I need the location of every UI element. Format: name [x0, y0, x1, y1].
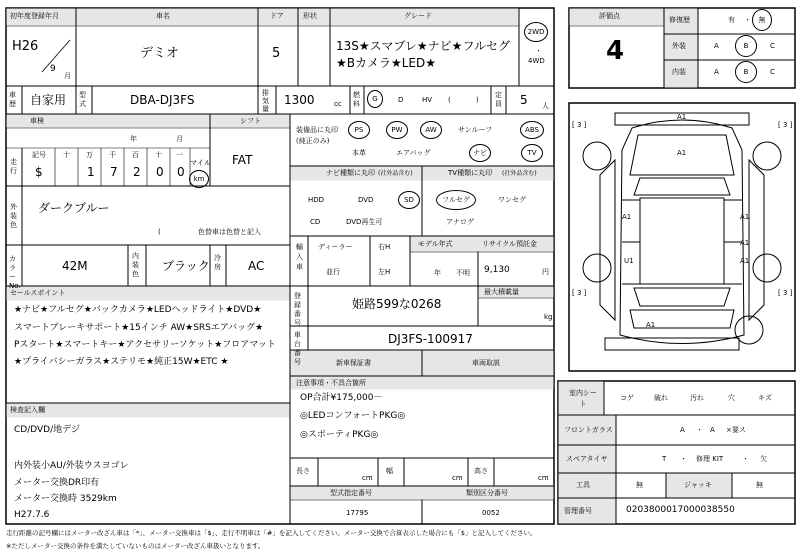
- sales-point-line: スマートブレーキサポート★15インチ AW★SRSエアバッグ★: [14, 323, 264, 333]
- score-value: 4: [606, 36, 625, 66]
- inspection-year: 年: [130, 135, 137, 143]
- footer-note: ※ただしメーター交換の条件を満たしていないものはメーター改ざん車扱いとなります。: [6, 542, 265, 550]
- fuel-hybrid: HV: [422, 96, 433, 104]
- mileage-digit: 7: [110, 165, 118, 179]
- damage-label: A1: [740, 239, 750, 247]
- nav-section-label: ナビ種類に丸印: [326, 169, 375, 177]
- windshield-option: ・: [696, 426, 703, 434]
- tools-value: 無: [636, 481, 643, 489]
- interior-grade-label: 内装: [672, 68, 686, 76]
- usage-label: 車歴: [9, 91, 16, 108]
- spare-tire-label: スペアタイヤ: [566, 455, 608, 463]
- width-cm: cm: [452, 474, 463, 482]
- repair-history-label: 修復歴: [669, 16, 690, 24]
- import-parallel: 並行: [326, 268, 340, 276]
- mile-label: マイル: [190, 159, 211, 167]
- footer-note: 走行距離の記号欄にはメーター改ざん車は「*」、メーター交換車は「$」、走行不明車は「#」を記入してください。メーター交換で合算表示した場合にも「$」と記入してください。: [6, 529, 537, 537]
- displacement-value: 1300: [284, 93, 315, 107]
- shape-label: 形状: [303, 12, 317, 20]
- reg-era: H26: [12, 39, 39, 54]
- equipment-note: (純正のみ): [296, 137, 330, 145]
- warranty-label: 新車保証書: [336, 359, 371, 367]
- width-label: 幅: [386, 467, 393, 475]
- notes-line: ◎スポーティPKG◎: [300, 430, 379, 440]
- import-dealer: ディーラー: [318, 243, 353, 251]
- height-label: 高さ: [474, 467, 488, 475]
- seat-option: 穴: [728, 394, 735, 402]
- mileage-head-sign: 記号: [32, 151, 46, 159]
- inspector-notes-label: 検査記入欄: [10, 406, 45, 414]
- shift-value: FAT: [232, 153, 253, 167]
- windshield-option: A: [710, 426, 715, 434]
- equipment-sunroof: サンルーフ: [458, 126, 493, 134]
- aircon-value: AC: [248, 259, 265, 273]
- mileage-digit: 0: [156, 165, 164, 179]
- seat-option: コゲ: [620, 394, 634, 402]
- notes-line: ◎LEDコンフォートPKG◎: [300, 411, 406, 421]
- color-no-label: カラーNo.: [9, 255, 21, 290]
- sales-point-line: ★プライバシーガラス★ステリモ★純正15W★ETC ★: [14, 357, 229, 367]
- interior-seat-label: 室内シート: [569, 389, 597, 408]
- control-number-label: 管理番号: [564, 507, 592, 515]
- spare-option: 修理 KIT: [696, 455, 724, 463]
- model-year-unit: 年: [434, 269, 441, 277]
- score-label: 評価点: [599, 12, 620, 20]
- damage-label: U1: [624, 257, 634, 265]
- first-reg-label: 初年度登録年月: [10, 12, 59, 20]
- grade-value: 13S★スマブレ★ナビ★フルセグ★Bカメラ★LED★: [336, 39, 510, 70]
- left-hand: 左H: [378, 268, 391, 276]
- registration-value: 姫路599な0268: [352, 297, 442, 311]
- import-label: 輸入車: [296, 243, 303, 271]
- inspector-line: H27.7.6: [14, 510, 50, 520]
- nav-cd: CD: [310, 218, 321, 226]
- recycle-yen: 円: [542, 268, 549, 276]
- inspector-line: CD/DVD/地デジ: [14, 425, 80, 435]
- windshield-label: フロントガラス: [564, 426, 613, 434]
- notes-line: OP合計¥175,000－: [300, 393, 383, 403]
- tv-section-label: TV種類に丸印: [448, 169, 493, 177]
- nav-sd-circled: SD: [398, 191, 420, 209]
- fuel-other-close: ): [476, 96, 479, 104]
- control-number-value: 0203800017000038550: [626, 505, 735, 515]
- model-year-value: 不明: [456, 269, 470, 277]
- recycle-label: リサイクル預託金: [482, 240, 538, 248]
- mileage-head-1k: 千: [109, 151, 116, 159]
- windshield-option: ×要ス: [726, 426, 746, 434]
- equipment-leather: 本革: [352, 149, 366, 157]
- notes-title: 注意事項・不具合箇所: [296, 379, 366, 387]
- corner-note: [ 3 ]: [778, 121, 793, 129]
- height-cm: cm: [538, 474, 549, 482]
- drive-4wd: 4WD: [528, 57, 545, 65]
- damage-label: A1: [646, 321, 656, 329]
- aircon-label: 冷房: [214, 254, 221, 271]
- type-designation-value: 17795: [346, 509, 369, 517]
- chassis-value: DJ3FS-100917: [388, 332, 473, 346]
- nav-dvd: DVD: [358, 196, 374, 204]
- spare-option: T: [662, 455, 667, 463]
- exterior-grade-c: C: [770, 42, 775, 50]
- corner-note: [ 3 ]: [572, 289, 587, 297]
- mileage-unit-km-circled: km: [189, 170, 209, 188]
- exterior-color-value: ダークブルー: [38, 201, 110, 215]
- seat-option: 破れ: [654, 394, 668, 402]
- seat-option: キズ: [758, 394, 772, 402]
- equipment-aw-circled: AW: [420, 121, 442, 139]
- manual-label: 車両取説: [472, 359, 500, 367]
- inspector-line: メーター交換DR印有: [14, 478, 100, 488]
- registration-label: 登録番号: [294, 292, 301, 327]
- fuel-gasoline-circled: G: [367, 90, 383, 108]
- mileage-sign: $: [35, 165, 43, 179]
- fuel-label: 燃料: [353, 91, 360, 108]
- sales-point-line: ★ナビ★フルセグ★バックカメラ★LEDヘッドライト★DVD★: [14, 305, 262, 315]
- inspection-label: 車検: [30, 117, 44, 125]
- color-change-note: 色替車は色替と記入: [198, 228, 261, 236]
- interior-color-value: ブラック: [162, 259, 210, 273]
- damage-label: A1: [677, 113, 687, 121]
- jack-label: ジャッキ: [684, 481, 712, 489]
- tools-label: 工具: [576, 481, 590, 489]
- fuel-diesel: D: [398, 96, 404, 104]
- drive-dot: ・: [535, 47, 542, 55]
- repair-yes: 有: [728, 16, 735, 24]
- length-cm: cm: [362, 474, 373, 482]
- max-load-kg: kg: [544, 313, 553, 321]
- sales-point-line: Pスタート★スマートキー★アクセサリーソケット★フロアマット: [14, 340, 276, 350]
- max-load-label: 最大積載量: [484, 288, 519, 296]
- mileage-digit: 2: [133, 165, 141, 179]
- mileage-head-ten: 十: [155, 151, 162, 159]
- nav-section-note: (社外品含む): [378, 170, 413, 177]
- usage-value: 自家用: [30, 93, 67, 107]
- spare-option: ・: [742, 455, 749, 463]
- equipment-label: 装備品に丸印: [296, 126, 338, 134]
- type-designation-label: 型式指定番号: [330, 489, 372, 497]
- displacement-label: 排気量: [262, 89, 269, 113]
- model-name-value: デミオ: [140, 46, 180, 61]
- interior-grade-b-circled: B: [735, 61, 757, 83]
- damage-label: A1: [740, 213, 750, 221]
- nav-hdd: HDD: [308, 196, 325, 204]
- inspector-line: 内外装小AU/外装ウスヨゴレ: [14, 461, 129, 471]
- interior-color-label: 内装色: [132, 252, 139, 278]
- right-hand: 右H: [378, 243, 391, 251]
- chassis-label: 車台番号: [294, 331, 301, 366]
- mileage-head-1: 一: [176, 151, 183, 159]
- exterior-grade-label: 外装: [672, 42, 686, 50]
- grade-label: グレード: [404, 12, 432, 20]
- damage-label: A1: [622, 213, 632, 221]
- tv-section-note: (社外品含む): [502, 170, 537, 177]
- inspection-month: 月: [176, 135, 183, 143]
- mileage-digit: 1: [87, 165, 95, 179]
- repair-dot: ・: [744, 16, 751, 24]
- windshield-option: A: [680, 426, 685, 434]
- color-no-value: 42M: [62, 259, 88, 273]
- mileage-digit: 0: [177, 165, 185, 179]
- door-value: 5: [272, 46, 281, 61]
- person-unit: 人: [542, 102, 549, 110]
- tv-analog: アナログ: [446, 218, 474, 226]
- damage-label: A1: [677, 149, 687, 157]
- exterior-grade-a: A: [714, 42, 719, 50]
- damage-label: A1: [740, 257, 750, 265]
- shift-label: シフト: [240, 117, 261, 125]
- interior-grade-a: A: [714, 68, 719, 76]
- capacity-label: 定員: [495, 91, 502, 108]
- recycle-value: 9,130: [484, 265, 510, 275]
- fuel-other-open: (: [448, 96, 451, 104]
- equipment-tv-circled: TV: [521, 144, 543, 162]
- equipment-abs-circled: ABS: [520, 121, 544, 139]
- model-year-label: モデル年式: [418, 240, 453, 248]
- mileage-label: 走行: [10, 158, 17, 175]
- exterior-color-label: 外装色: [10, 203, 17, 229]
- equipment-pw-circled: PW: [386, 121, 408, 139]
- corner-note: [ 3 ]: [572, 121, 587, 129]
- equipment-nav-circled: ナビ: [469, 144, 491, 162]
- spare-option: ・: [680, 455, 687, 463]
- category-number-value: 0052: [482, 509, 500, 517]
- nav-dvd-playback: DVD再生可: [346, 218, 383, 226]
- mileage-head-10k: 万: [86, 151, 93, 159]
- equipment-ps-circled: PS: [348, 121, 370, 139]
- length-label: 長さ: [296, 467, 310, 475]
- corner-note: [ 3 ]: [778, 289, 793, 297]
- mileage-head-100: 百: [132, 151, 139, 159]
- sales-points-label: セールスポイント: [10, 289, 66, 297]
- model-name-label: 車名: [156, 12, 170, 20]
- repair-none-circled: 無: [752, 9, 772, 31]
- tv-fullseg-circled: フルセグ: [436, 190, 476, 210]
- cc-unit: cc: [334, 100, 342, 108]
- inspector-line: メーター交換時 3529km: [14, 494, 117, 504]
- jack-value: 無: [756, 481, 763, 489]
- tv-oneseg: ワンセグ: [498, 196, 526, 204]
- door-label: ドア: [270, 12, 284, 20]
- spare-option: 欠: [760, 455, 767, 463]
- capacity-value: 5: [520, 93, 528, 107]
- interior-grade-c: C: [770, 68, 775, 76]
- equipment-airbag: エアバッグ: [396, 149, 431, 157]
- color-paren: (: [158, 228, 161, 236]
- category-number-label: 類別区分番号: [466, 489, 508, 497]
- model-type-value: DBA-DJ3FS: [130, 93, 195, 107]
- seat-option: 汚れ: [690, 394, 704, 402]
- model-type-label: 型式: [79, 91, 86, 108]
- exterior-grade-b-circled: B: [735, 35, 757, 57]
- mileage-head-10: 十: [63, 151, 70, 159]
- drive-2wd-circled: 2WD: [524, 22, 548, 42]
- month-unit: 月: [64, 72, 71, 80]
- reg-month: 9: [50, 64, 56, 74]
